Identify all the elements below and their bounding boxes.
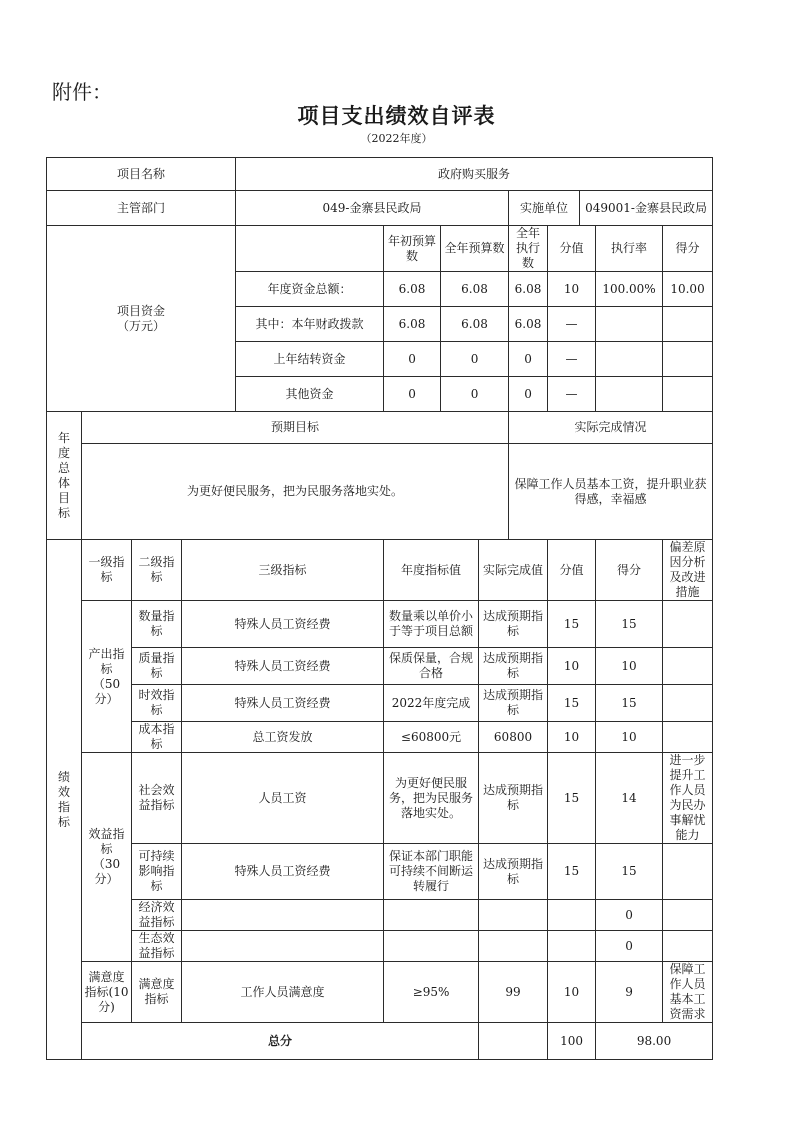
- impl-unit-label: 实施单位: [509, 191, 580, 226]
- indicator-level3: 特殊人员工资经费: [182, 685, 384, 722]
- indicator-note: [663, 685, 713, 722]
- indicator-level3: 人员工资: [182, 753, 384, 844]
- funds-row-initial: 6.08: [384, 307, 441, 342]
- indicator-note: [663, 601, 713, 648]
- indicator-target: 2022年度完成: [384, 685, 479, 722]
- funds-header-blank: [236, 226, 384, 272]
- indicator-level3: 特殊人员工资经费: [182, 601, 384, 648]
- indicator-note: 保障工作人员基本工资需求: [663, 962, 713, 1023]
- perf-header-level1: 一级指标: [82, 540, 132, 601]
- indicator-level3: 特殊人员工资经费: [182, 844, 384, 900]
- funds-row-annual: 6.08: [441, 307, 509, 342]
- indicator-row: [47, 722, 713, 753]
- indicator-actual: 达成预期指标: [479, 648, 548, 685]
- funds-row-score: 10.00: [663, 272, 713, 307]
- indicator-actual: 达成预期指标: [479, 685, 548, 722]
- total-score: 98.00: [596, 1023, 713, 1060]
- funds-row-name: 上年结转资金: [236, 342, 384, 377]
- indicator-weight: 10: [548, 962, 596, 1023]
- indicator-level2: 时效指标: [132, 685, 182, 722]
- indicator-level2: 满意度指标: [132, 962, 182, 1023]
- total-blank: [479, 1023, 548, 1060]
- indicator-target: ≥95%: [384, 962, 479, 1023]
- perf-header-actual: 实际完成值: [479, 540, 548, 601]
- satisfaction-indicator-label: 满意度指标(10分): [82, 962, 132, 1023]
- funds-header-initial: 年初预算数: [384, 226, 441, 272]
- actual-result-header: 实际完成情况: [509, 412, 713, 444]
- indicator-score: 15: [596, 844, 663, 900]
- indicator-row: [47, 648, 713, 685]
- indicator-actual: 达成预期指标: [479, 844, 548, 900]
- impl-unit-value: 049001-金寨县民政局: [580, 191, 713, 226]
- funds-row-name: 其中：本年财政拨款: [236, 307, 384, 342]
- indicator-note: [663, 648, 713, 685]
- funds-header-rate: 执行率: [596, 226, 663, 272]
- funds-row-name: 年度资金总额：: [236, 272, 384, 307]
- indicator-row: [47, 931, 713, 962]
- funds-row-executed: 0: [509, 377, 548, 412]
- indicator-target: 保证本部门职能可持续不间断运转履行: [384, 844, 479, 900]
- indicator-target: 数量乘以单价小于等于项目总额: [384, 601, 479, 648]
- project-name-label: 项目名称: [47, 158, 236, 191]
- indicator-row: [47, 685, 713, 722]
- indicator-actual: 60800: [479, 722, 548, 753]
- indicator-score: 15: [596, 685, 663, 722]
- actual-result-value: 保障工作人员基本工资，提升职业获得感，幸福感: [509, 444, 713, 540]
- indicator-weight: [548, 900, 596, 931]
- funds-row-annual: 0: [441, 342, 509, 377]
- form-year: （2022年度）: [360, 132, 433, 145]
- indicator-level2: 质量指标: [132, 648, 182, 685]
- funds-row-weight: —: [548, 377, 596, 412]
- funds-row-annual: 6.08: [441, 272, 509, 307]
- annual-goal-label: 年 度 总 体 目 标: [47, 412, 82, 540]
- indicator-target: ≤60800元: [384, 722, 479, 753]
- indicator-score: 0: [596, 900, 663, 931]
- funds-row-executed: 6.08: [509, 272, 548, 307]
- indicator-note: 进一步提升工作人员为民办事解忧能力: [663, 753, 713, 844]
- indicator-level2: 成本指标: [132, 722, 182, 753]
- indicator-row: [47, 900, 713, 931]
- indicator-weight: 10: [548, 722, 596, 753]
- indicator-weight: 15: [548, 685, 596, 722]
- indicator-weight: [548, 931, 596, 962]
- funds-row-annual: 0: [441, 377, 509, 412]
- expected-goal-header: 预期目标: [82, 412, 509, 444]
- indicator-level3: [182, 900, 384, 931]
- funds-header-weight: 分值: [548, 226, 596, 272]
- funds-row-rate: 100.00%: [596, 272, 663, 307]
- total-weight: 100: [548, 1023, 596, 1060]
- indicator-level3: 特殊人员工资经费: [182, 648, 384, 685]
- project-name-value: 政府购买服务: [236, 158, 713, 191]
- perf-header-level2: 二级指标: [132, 540, 182, 601]
- perf-header-score: 得分: [596, 540, 663, 601]
- indicator-score: 14: [596, 753, 663, 844]
- funds-row-rate: [596, 307, 663, 342]
- benefit-indicator-label: 效益指标 （30分）: [82, 753, 132, 962]
- indicator-level2: 经济效益指标: [132, 900, 182, 931]
- funds-row-name: 其他资金: [236, 377, 384, 412]
- evaluation-table: [46, 157, 713, 1060]
- indicator-weight: 15: [548, 601, 596, 648]
- funds-row-rate: [596, 342, 663, 377]
- expected-goal-value: 为更好便民服务，把为民服务落地实处。: [82, 444, 509, 540]
- indicator-actual: 达成预期指标: [479, 753, 548, 844]
- indicator-target: 为更好便民服务，把为民服务落地实处。: [384, 753, 479, 844]
- indicator-target: [384, 900, 479, 931]
- funds-row-weight: —: [548, 342, 596, 377]
- funds-row-executed: 6.08: [509, 307, 548, 342]
- indicator-level3: 工作人员满意度: [182, 962, 384, 1023]
- funds-row-score: [663, 307, 713, 342]
- funds-row-weight: 10: [548, 272, 596, 307]
- indicator-score: 10: [596, 648, 663, 685]
- funds-row-initial: 6.08: [384, 272, 441, 307]
- perf-header-weight: 分值: [548, 540, 596, 601]
- indicator-weight: 10: [548, 648, 596, 685]
- funds-header-executed: 全年执行数: [509, 226, 548, 272]
- indicator-score: 10: [596, 722, 663, 753]
- indicator-level2: 可持续影响指标: [132, 844, 182, 900]
- indicator-level2: 社会效益指标: [132, 753, 182, 844]
- total-label: 总分: [82, 1023, 479, 1060]
- indicator-row: [47, 753, 713, 844]
- indicator-level3: [182, 931, 384, 962]
- indicator-weight: 15: [548, 753, 596, 844]
- indicator-actual: [479, 931, 548, 962]
- funds-row-weight: —: [548, 307, 596, 342]
- perf-header-note: 偏差原因分析及改进措施: [663, 540, 713, 601]
- indicator-actual: [479, 900, 548, 931]
- dept-label: 主管部门: [47, 191, 236, 226]
- funds-header-annual: 全年预算数: [441, 226, 509, 272]
- dept-value: 049-金寨县民政局: [236, 191, 509, 226]
- output-indicator-label: 产出指标 （50分）: [82, 601, 132, 753]
- indicator-score: 0: [596, 931, 663, 962]
- funds-label: 项目资金 （万元）: [47, 226, 236, 412]
- funds-header-score: 得分: [663, 226, 713, 272]
- indicator-actual: 达成预期指标: [479, 601, 548, 648]
- funds-row-score: [663, 377, 713, 412]
- perf-header-target: 年度指标值: [384, 540, 479, 601]
- funds-row-initial: 0: [384, 342, 441, 377]
- indicator-row: [47, 601, 713, 648]
- form-title: 项目支出绩效自评表: [297, 103, 496, 128]
- indicator-score: 9: [596, 962, 663, 1023]
- funds-row-rate: [596, 377, 663, 412]
- indicator-row: [47, 844, 713, 900]
- indicator-note: [663, 931, 713, 962]
- performance-label: 绩 效 指 标: [47, 540, 82, 1060]
- indicator-note: [663, 844, 713, 900]
- indicator-target: [384, 931, 479, 962]
- indicator-target: 保质保量，合规合格: [384, 648, 479, 685]
- funds-row-score: [663, 342, 713, 377]
- indicator-level2: 生态效益指标: [132, 931, 182, 962]
- indicator-weight: 15: [548, 844, 596, 900]
- attachment-label: 附件：: [52, 80, 112, 104]
- indicator-actual: 99: [479, 962, 548, 1023]
- funds-row-initial: 0: [384, 377, 441, 412]
- indicator-note: [663, 722, 713, 753]
- perf-header-level3: 三级指标: [182, 540, 384, 601]
- indicator-score: 15: [596, 601, 663, 648]
- indicator-note: [663, 900, 713, 931]
- indicator-level3: 总工资发放: [182, 722, 384, 753]
- indicator-row: [47, 962, 713, 1023]
- indicator-level2: 数量指标: [132, 601, 182, 648]
- funds-row-executed: 0: [509, 342, 548, 377]
